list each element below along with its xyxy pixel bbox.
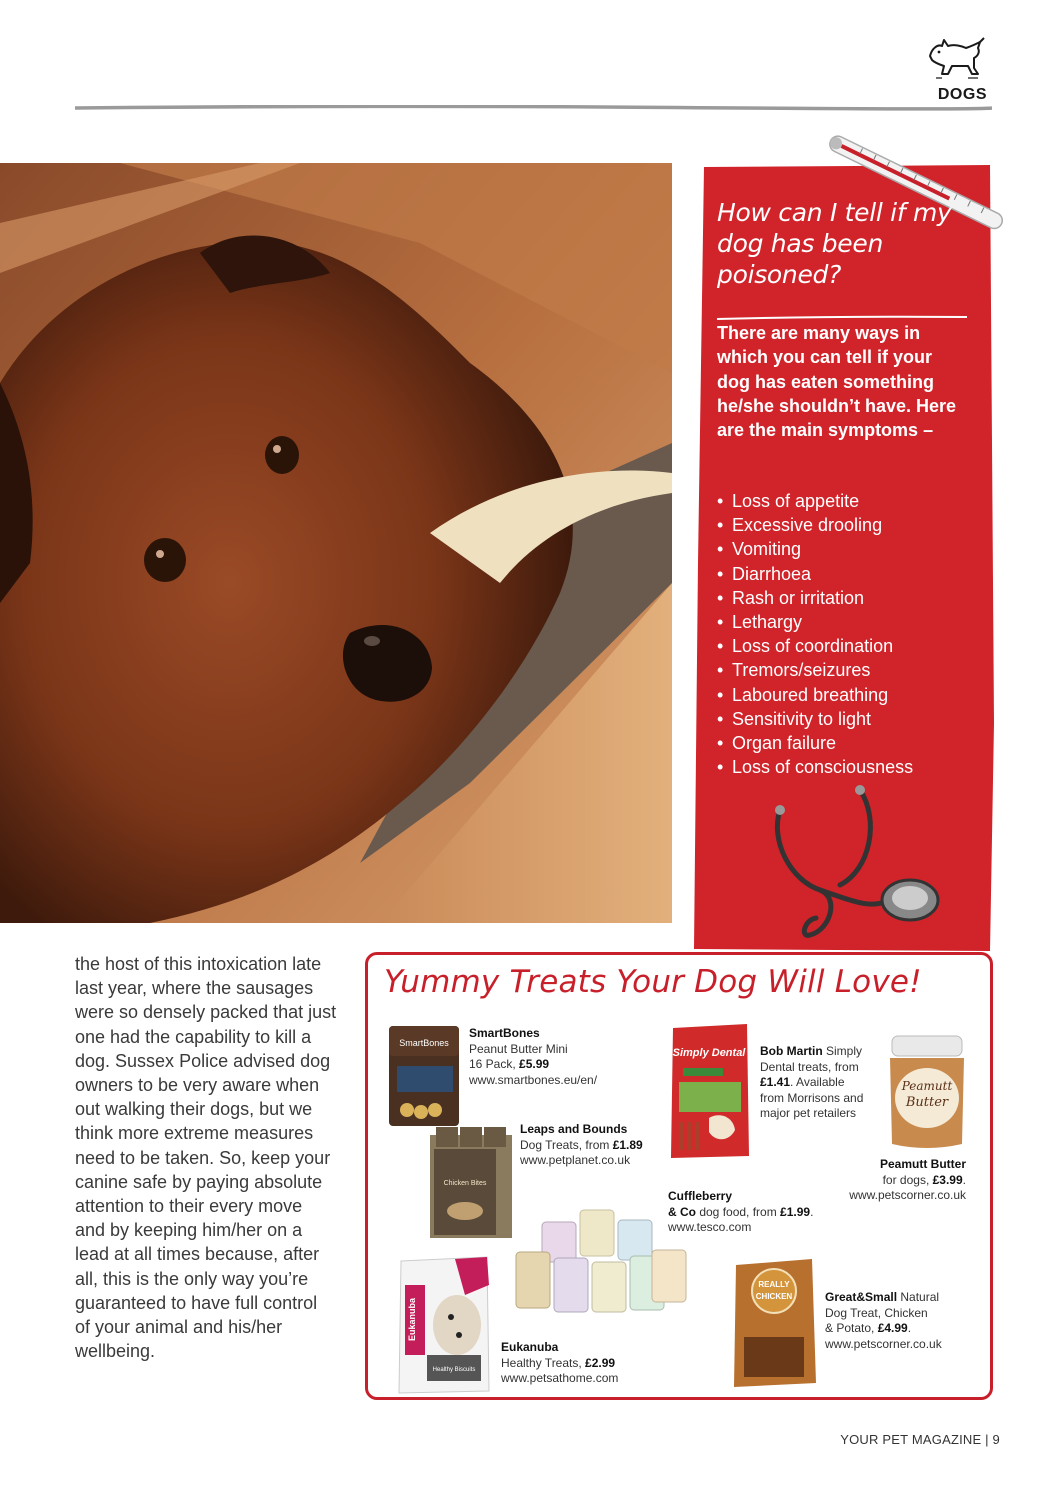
eukanuba-caption: Eukanuba Healthy Treats, £2.99 www.petsathome.com — [501, 1340, 619, 1385]
bobmartin-package-image — [669, 1022, 751, 1160]
symptom-item: • Vomiting — [717, 539, 802, 560]
eukanuba-price: £2.99 — [585, 1355, 616, 1370]
greatsmall-url: www.petscorner.co.uk — [825, 1336, 942, 1351]
stethoscope-icon — [760, 780, 950, 945]
header-rule — [75, 105, 992, 111]
svg-text:Simply Dental: Simply Dental — [672, 1047, 746, 1059]
article-body: the host of this intoxication late last year, where the sausages were so densely packed that just one had the capability to kill a dog. Sussex Police advised dog owners to be very aware when out walking their dogs, but we think more extreme measures need to be taken. So, keep your canine safe by paying absolute attention to their every move and by keeping him/her on a lead at all times because, after all, this is the only way you’re guaranteed to have full control of your animal and his/her wellbeing. — [75, 954, 337, 1362]
leaps-package-image — [428, 1125, 514, 1240]
peamutt-caption: Peamutt Butter for dogs, £3.99. www.petscorner.co.uk — [835, 1157, 966, 1204]
symptom-item: • Diarrhoea — [717, 563, 812, 584]
svg-text:REALLY: REALLY — [758, 1280, 790, 1289]
symptom-item: • Lethargy — [717, 612, 803, 633]
smartbones-price: £5.99 — [519, 1057, 550, 1071]
leaps-brand: Leaps and Bounds — [520, 1122, 628, 1136]
greatsmall-brand: Great&Small — [825, 1290, 898, 1304]
smartbones-desc: Peanut Butter Mini — [469, 1041, 568, 1056]
symptom-item: • Excessive drooling — [717, 515, 883, 536]
svg-text:Healthy Biscuits: Healthy Biscuits — [432, 1367, 476, 1373]
svg-text:Butter: Butter — [905, 1095, 949, 1110]
dog-photo — [0, 163, 672, 923]
smartbones-url: www.smartbones.eu/en/ — [469, 1072, 598, 1087]
svg-text:SmartBones: SmartBones — [399, 1038, 449, 1048]
bobmartin-brand: Bob Martin — [760, 1044, 823, 1058]
greatsmall-bag-image — [730, 1257, 818, 1389]
svg-text:CHICKEN: CHICKEN — [755, 1292, 793, 1301]
cuffleberry-caption: Cuffleberry & Co dog food, from £1.99. www.tesco.com — [668, 1189, 814, 1234]
peamutt-price: £3.99 — [932, 1172, 963, 1187]
eukanuba-bag-image — [395, 1255, 493, 1395]
peamutt-url: www.petscorner.co.uk — [849, 1188, 966, 1202]
cuffleberry-trays-image — [514, 1206, 689, 1316]
smartbones-caption: SmartBones Peanut Butter Mini 16 Pack, £5.99 www.smartbones.eu/en/ — [469, 1026, 598, 1087]
symptom-item: • Tremors/seizures — [717, 660, 871, 681]
leaps-price: £1.89 — [612, 1137, 643, 1152]
dog-icon — [922, 34, 988, 84]
eukanuba-url: www.petsathome.com — [501, 1371, 619, 1385]
section-tag: DOGS — [937, 86, 987, 103]
symptom-item: • Rash or irritation — [717, 587, 865, 608]
smartbones-package-image — [387, 1022, 463, 1130]
cuffleberry-url: www.tesco.com — [668, 1220, 752, 1234]
page-footer: YOUR PET MAGAZINE | 9 — [840, 1432, 1000, 1447]
svg-text:Eukanuba: Eukanuba — [407, 1297, 417, 1341]
symptom-item: • Loss of consciousness — [717, 757, 914, 778]
peamutt-jar-image — [886, 1032, 968, 1152]
panel-title: How can I tell if my dog has been poisoned? — [717, 198, 952, 289]
eukanuba-brand: Eukanuba — [501, 1340, 559, 1354]
symptom-item: • Organ failure — [717, 733, 837, 754]
symptom-list — [717, 489, 967, 779]
cuffleberry-price: £1.99 — [780, 1204, 811, 1219]
panel-intro: There are many ways in which you can tell if your dog has eaten something he/she shouldn’t have. Here are the main symptoms – — [717, 323, 957, 441]
svg-text:Chicken Bites: Chicken Bites — [443, 1180, 487, 1187]
bobmartin-price: £1.41 — [760, 1075, 791, 1089]
symptom-item: • Laboured breathing — [717, 684, 889, 705]
greatsmall-price: £4.99 — [877, 1321, 908, 1335]
bobmartin-caption: Bob Martin Simply Dental treats, from £1.41. Available from Morrisons and major pet retailers — [760, 1044, 864, 1120]
cuffleberry-brand: Cuffleberry — [668, 1189, 733, 1203]
smartbones-brand: SmartBones — [469, 1026, 540, 1040]
peamutt-brand: Peamutt Butter — [879, 1157, 966, 1171]
leaps-caption: Leaps and Bounds Dog Treats, from £1.89 www.petplanet.co.uk — [520, 1122, 643, 1167]
greatsmall-caption: Great&Small Natural Dog Treat, Chicken & Potato, £4.99. www.petscorner.co.uk — [825, 1290, 942, 1351]
treats-title: Yummy Treats Your Dog Will Love! — [384, 964, 922, 1000]
symptom-item: • Sensitivity to light — [717, 708, 872, 729]
symptom-item: • Loss of coordination — [717, 636, 894, 657]
symptom-item: • Loss of appetite — [717, 491, 860, 511]
leaps-url: www.petplanet.co.uk — [520, 1153, 631, 1167]
svg-text:Peamutt: Peamutt — [901, 1079, 953, 1093]
